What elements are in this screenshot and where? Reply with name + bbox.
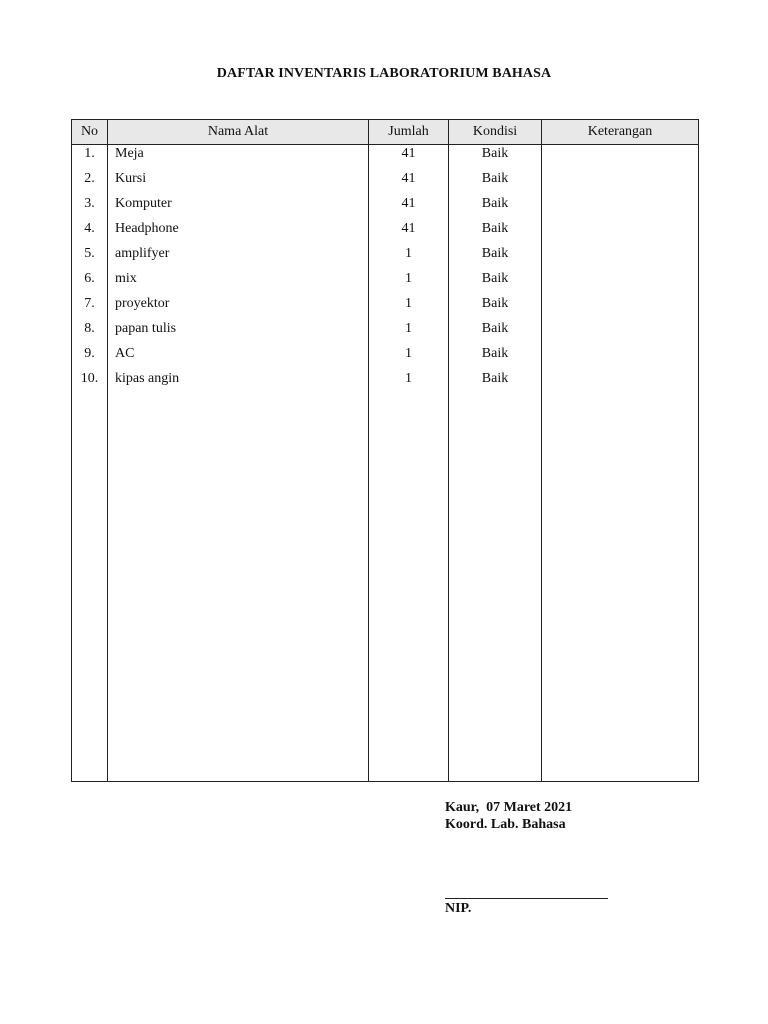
row-condition: Baik [449,245,542,270]
table-row [72,295,699,320]
row-qty: 1 [369,245,449,270]
signature-role: Koord. Lab. Bahasa [445,817,566,832]
row-qty: 41 [369,170,449,195]
row-qty: 41 [369,195,449,220]
row-no: 2. [72,170,108,195]
row-note [542,345,699,370]
header-qty: Jumlah [369,120,449,145]
empty-cell [542,395,699,782]
row-name: Komputer [108,195,369,220]
row-condition: Baik [449,320,542,345]
table-row [72,320,699,345]
row-no: 10. [72,370,108,395]
table-row [72,245,699,270]
signature-block [445,799,572,833]
row-condition: Baik [449,370,542,395]
row-no: 4. [72,220,108,245]
table-row [72,145,699,171]
row-no: 9. [72,345,108,370]
row-no: 6. [72,270,108,295]
row-qty: 41 [369,145,449,171]
row-name: proyektor [108,295,369,320]
row-name: kipas angin [108,370,369,395]
row-name: Headphone [108,220,369,245]
row-no: 3. [72,195,108,220]
row-name: AC [108,345,369,370]
row-no: 8. [72,320,108,345]
row-name: mix [108,270,369,295]
row-note [542,295,699,320]
empty-cell [72,395,108,782]
signature-nip: NIP. [445,901,472,916]
row-note [542,270,699,295]
header-no: No [72,120,108,145]
row-qty: 1 [369,320,449,345]
row-condition: Baik [449,145,542,171]
table-row [72,195,699,220]
signature-line [445,898,608,899]
table-row [72,370,699,395]
document-title: DAFTAR INVENTARIS LABORATORIUM BAHASA [216,66,552,81]
header-note: Keterangan [542,120,699,145]
row-qty: 41 [369,220,449,245]
empty-cell [449,395,542,782]
row-note [542,195,699,220]
row-name: Kursi [108,170,369,195]
table-row [72,220,699,245]
row-qty: 1 [369,345,449,370]
row-name: papan tulis [108,320,369,345]
row-qty: 1 [369,295,449,320]
row-condition: Baik [449,195,542,220]
empty-cell [369,395,449,782]
table-row [72,270,699,295]
row-condition: Baik [449,170,542,195]
table-header-row [72,120,699,145]
row-note [542,220,699,245]
row-note [542,245,699,270]
row-note [542,370,699,395]
signature-place-date: Kaur, 07 Maret 2021 [445,800,573,815]
row-no: 5. [72,245,108,270]
inventory-table [71,119,699,782]
row-condition: Baik [449,270,542,295]
table-row [72,345,699,370]
row-name: amplifyer [108,245,369,270]
row-name: Meja [108,145,369,171]
row-note [542,145,699,171]
row-qty: 1 [369,270,449,295]
empty-cell [108,395,369,782]
row-no: 7. [72,295,108,320]
row-note [542,170,699,195]
row-note [542,320,699,345]
table-row [72,170,699,195]
header-condition: Kondisi [449,120,542,145]
table-empty-space [72,395,699,782]
row-condition: Baik [449,295,542,320]
row-qty: 1 [369,370,449,395]
row-condition: Baik [449,345,542,370]
header-name: Nama Alat [108,120,369,145]
row-condition: Baik [449,220,542,245]
row-no: 1. [72,145,108,171]
